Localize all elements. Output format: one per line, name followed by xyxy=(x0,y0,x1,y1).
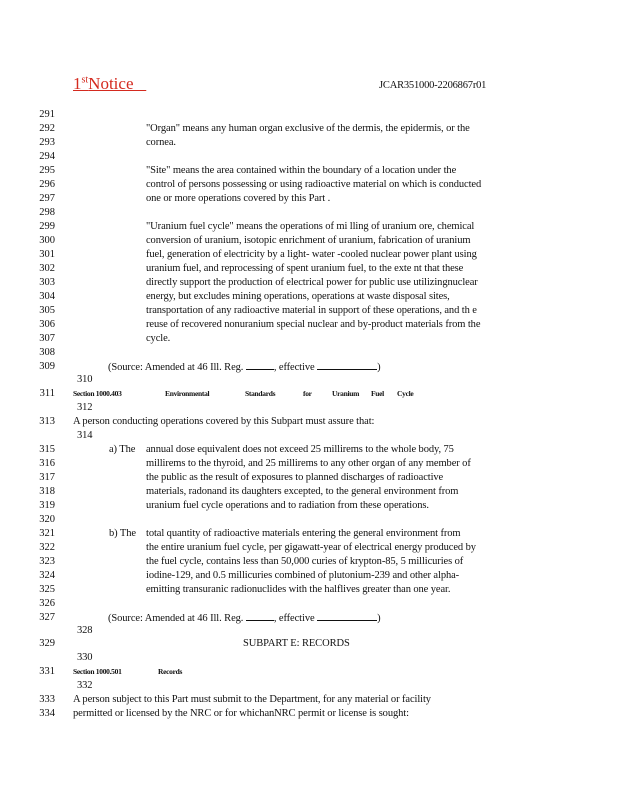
source-note-2 xyxy=(108,611,380,626)
notice-ordinal: 1 xyxy=(73,74,82,93)
organ-def-line-2: cornea. xyxy=(146,137,176,148)
line-number: 306 xyxy=(39,319,55,330)
uranium-def-line-3: fuel, generation of electricity by a light- water -cooled nuclear power plant using xyxy=(146,249,477,260)
line-number: 327 xyxy=(39,612,55,623)
line-number: 298 xyxy=(39,207,55,218)
source-note-2-date-blank xyxy=(317,611,377,621)
site-def-line-3: one or more operations covered by this Part . xyxy=(146,193,331,204)
source-note-1 xyxy=(108,360,380,375)
line-number: 317 xyxy=(39,472,55,483)
line-number: 330 xyxy=(77,652,93,663)
line-number: 333 xyxy=(39,694,55,705)
para-a-line-3: the public as the result of exposures to planned discharges of radioactive xyxy=(146,472,444,483)
line-number: 328 xyxy=(77,625,93,636)
line-number: 334 xyxy=(39,708,55,719)
line-number: 307 xyxy=(39,333,55,344)
para-b-line-3: the fuel cycle, contains less than 50,000 curies of krypton-85, 5 millicuries of xyxy=(146,556,464,567)
uranium-def-line-4: uranium fuel, and reprocessing of spent uranium fuel, to the exte nt that these xyxy=(146,263,464,274)
source-note-1-mid: , effective xyxy=(273,362,315,373)
line-number: 310 xyxy=(77,374,93,385)
section-403-intro: A person conducting operations covered by this Subpart must assure that: xyxy=(73,416,375,427)
uranium-def-line-6: energy, but excludes mining operations, operations at waste disposal sites, xyxy=(146,291,450,302)
line-number: 303 xyxy=(39,277,55,288)
section-501-line-1: A person subject to this Part must submit to the Department, for any material or facility xyxy=(73,694,431,705)
para-a-line-5: uranium fuel cycle operations and to radiation from these operations. xyxy=(146,500,429,511)
para-a-line-4: materials, radonand its daughters excepted, to the general environment from xyxy=(146,486,459,497)
section-403-heading-word-5: Fuel xyxy=(371,389,384,398)
line-number: 319 xyxy=(39,500,55,511)
line-number: 323 xyxy=(39,556,55,567)
uranium-def-line-8: reuse of recovered nonuranium special nuclear and by-product materials from the xyxy=(146,319,481,330)
source-note-1-reg-blank xyxy=(246,360,274,370)
source-note-1-date-blank xyxy=(317,360,377,370)
para-a-label: a) The xyxy=(109,444,136,455)
line-number: 315 xyxy=(39,444,55,455)
line-number: 320 xyxy=(39,514,55,525)
source-note-2-prefix: (Source: Amended at 46 Ill. Reg. xyxy=(108,613,244,624)
notice-text: Notice xyxy=(88,74,134,93)
source-note-2-mid: , effective xyxy=(273,613,315,624)
section-403-number: Section 1000.403 xyxy=(73,389,122,398)
uranium-def-line-2: conversion of uranium, isotopic enrichment of uranium, fabrication of uranium xyxy=(146,235,471,246)
line-number: 301 xyxy=(39,249,55,260)
line-number: 325 xyxy=(39,584,55,595)
line-number: 331 xyxy=(39,666,55,677)
line-number: 293 xyxy=(39,137,55,148)
line-number: 295 xyxy=(39,165,55,176)
para-b-line-5: emitting transuranic radionuclides with the halflives greater than one year. xyxy=(146,584,451,595)
section-403-heading-word-2: Standards xyxy=(245,389,276,398)
line-number: 297 xyxy=(39,193,55,204)
line-number: 302 xyxy=(39,263,55,274)
line-number: 294 xyxy=(39,151,55,162)
line-number: 313 xyxy=(39,416,55,427)
line-number: 311 xyxy=(39,388,55,399)
line-number: 322 xyxy=(39,542,55,553)
line-number: 312 xyxy=(77,402,93,413)
line-number: 300 xyxy=(39,235,55,246)
line-number: 318 xyxy=(39,486,55,497)
para-b-line-2: the entire uranium fuel cycle, per gigawatt-year of electrical energy produced by xyxy=(146,542,476,553)
uranium-def-line-1: "Uranium fuel cycle" means the operations of mi lling of uranium ore, chemical xyxy=(146,221,475,232)
section-501-line-2: permitted or licensed by the NRC or for whichanNRC permit or license is sought: xyxy=(73,708,409,719)
source-note-2-reg-blank xyxy=(246,611,274,621)
section-403-heading-word-1: Environmental xyxy=(165,389,210,398)
uranium-def-line-7: transportation of any radioactive material in support of these operations, and th e xyxy=(146,305,477,316)
source-note-1-end: ) xyxy=(377,362,381,373)
uranium-def-line-9: cycle. xyxy=(146,333,171,344)
line-number: 326 xyxy=(39,598,55,609)
line-number: 329 xyxy=(39,638,55,649)
line-number: 332 xyxy=(77,680,93,691)
line-number: 309 xyxy=(39,361,55,372)
section-403-heading-word-3: for xyxy=(303,389,312,398)
notice-ordinal-suffix: st xyxy=(81,74,89,86)
para-a-line-2: millirems to the thyroid, and 25 millirems to any other organ of any member of xyxy=(146,458,471,469)
site-def-line-2: control of persons possessing or using radioactive material on which is conducted xyxy=(146,179,482,190)
para-b-line-4: iodine-129, and 0.5 millicuries combined of plutonium-239 and other alpha- xyxy=(146,570,460,581)
document-code: JCAR351000-2206867r01 xyxy=(379,80,487,91)
subpart-title: SUBPART E: RECORDS xyxy=(243,638,350,649)
source-note-2-end: ) xyxy=(377,613,381,624)
uranium-def-line-5: directly support the production of electrical power for public use utilizingnuclear xyxy=(146,277,478,288)
line-number: 314 xyxy=(77,430,93,441)
line-number: 292 xyxy=(39,123,55,134)
line-number: 324 xyxy=(39,570,55,581)
para-a-line-1: annual dose equivalent does not exceed 25 millirems to the whole body, 75 xyxy=(146,444,454,455)
line-number: 296 xyxy=(39,179,55,190)
site-def-line-1: "Site" means the area contained within the boundary of a location under the xyxy=(146,165,457,176)
line-number: 299 xyxy=(39,221,55,232)
para-b-label: b) The xyxy=(109,528,136,539)
section-403-heading-word-6: Cycle xyxy=(397,389,414,398)
line-number: 316 xyxy=(39,458,55,469)
line-number: 304 xyxy=(39,291,55,302)
section-501-title: Records xyxy=(158,667,183,676)
line-number: 321 xyxy=(39,528,55,539)
para-b-line-1: total quantity of radioactive materials entering the general environment from xyxy=(146,528,461,539)
line-number: 305 xyxy=(39,305,55,316)
organ-def-line-1: "Organ" means any human organ exclusive of the dermis, the epidermis, or the xyxy=(146,123,470,134)
section-403-heading-word-4: Uranium xyxy=(332,389,360,398)
line-number: 291 xyxy=(39,109,55,120)
notice-label xyxy=(73,74,146,94)
section-501-number: Section 1000.501 xyxy=(73,667,122,676)
source-note-1-prefix: (Source: Amended at 46 Ill. Reg. xyxy=(108,362,244,373)
line-number: 308 xyxy=(39,347,55,358)
